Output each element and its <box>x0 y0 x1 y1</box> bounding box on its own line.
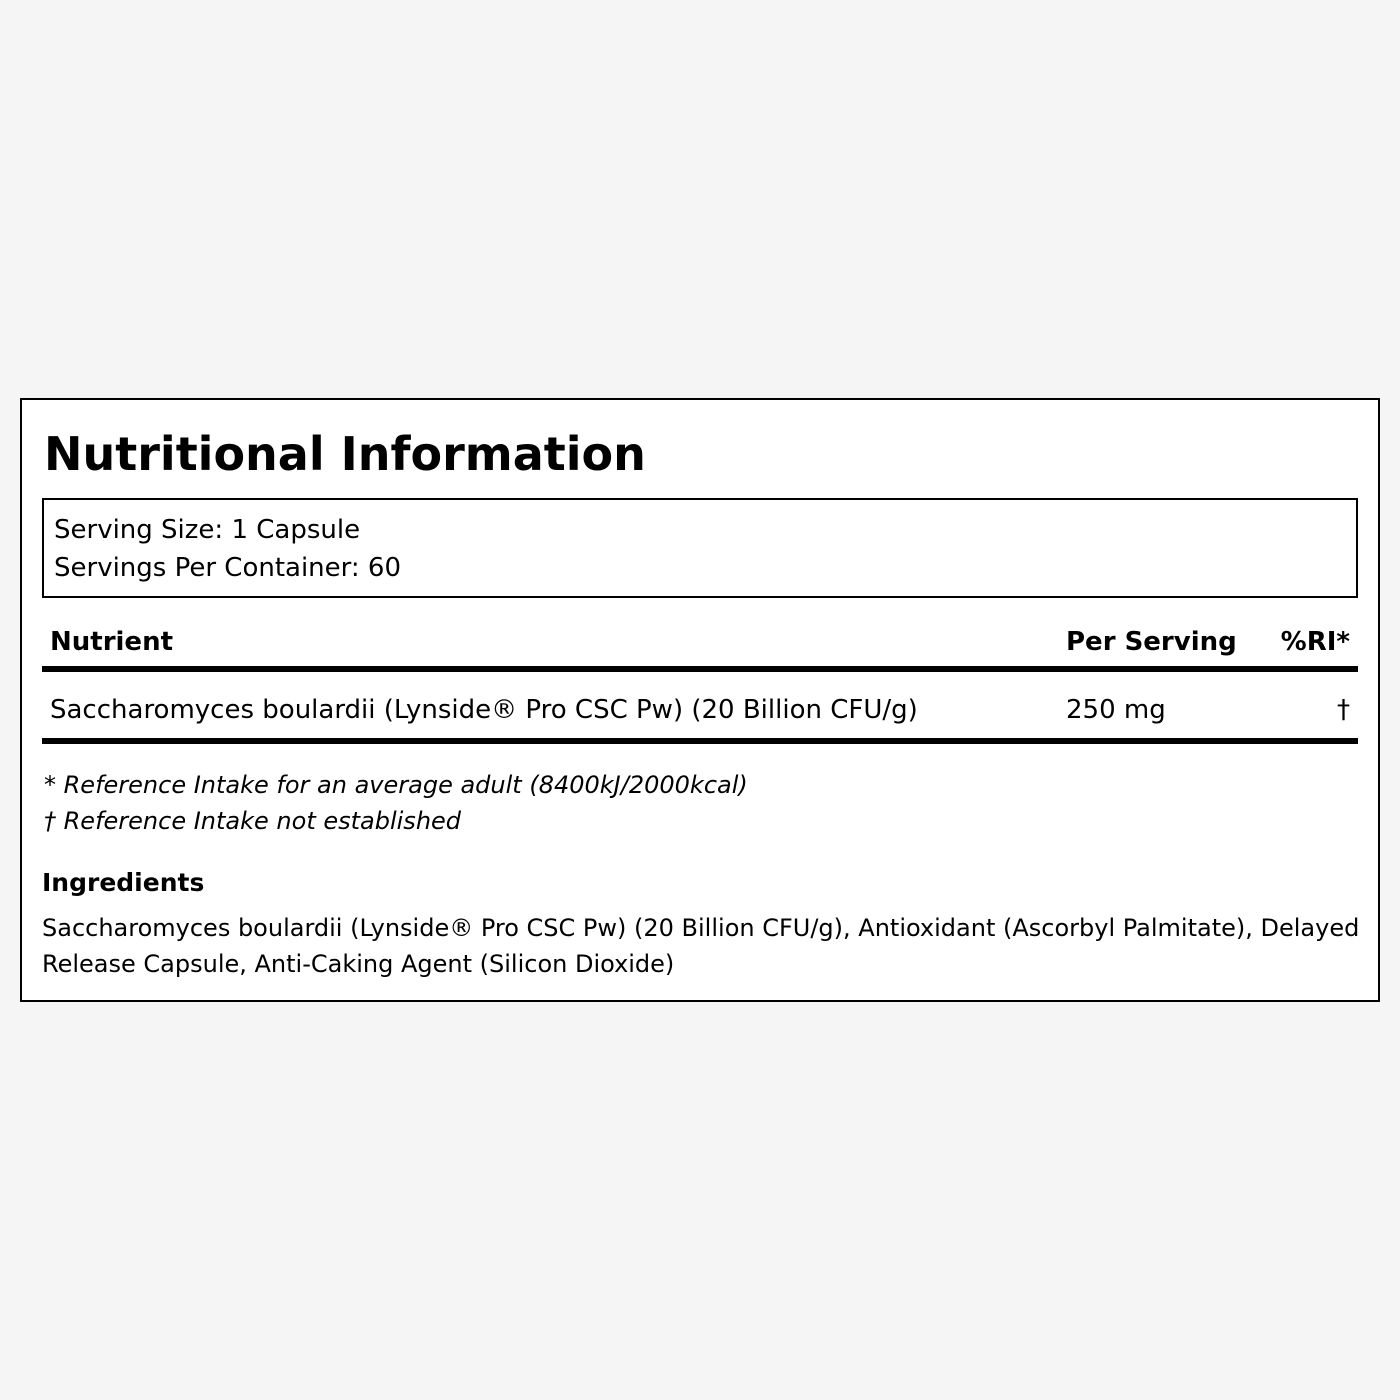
header-per-serving: Per Serving <box>1066 627 1237 657</box>
ingredients-heading: Ingredients <box>42 868 205 897</box>
serving-size: Serving Size: 1 Capsule <box>54 515 361 545</box>
row-nutrient: Saccharomyces boulardii (Lynside® Pro CSC Pw) (20 Billion CFU/g) <box>50 695 918 725</box>
header-ri: %RI* <box>1280 627 1350 657</box>
nutrition-label-panel <box>20 398 1380 1002</box>
ingredients-text: Saccharomyces boulardii (Lynside® Pro CSC Pw) (20 Billion CFU/g), Antioxidant (Ascorbyl Palmitate), Delayed Release Capsule, Anti-Caking Agent (Silicon Dioxide) <box>42 914 1360 978</box>
nutrient-table-header <box>42 622 1358 666</box>
table-bottom-divider <box>42 738 1358 744</box>
row-per-serving: 250 mg <box>1066 695 1166 725</box>
label-title: Nutritional Information <box>44 427 646 481</box>
header-nutrient: Nutrient <box>50 627 174 657</box>
serving-info-box <box>42 498 1358 598</box>
footnote-reference-intake: * Reference Intake for an average adult (8400kJ/2000kcal) <box>44 771 748 799</box>
row-ri: † <box>1337 695 1350 725</box>
table-row <box>42 690 1358 730</box>
servings-per-container: Servings Per Container: 60 <box>54 553 402 583</box>
header-divider <box>42 666 1358 672</box>
footnote-not-established: † Reference Intake not established <box>44 807 462 835</box>
